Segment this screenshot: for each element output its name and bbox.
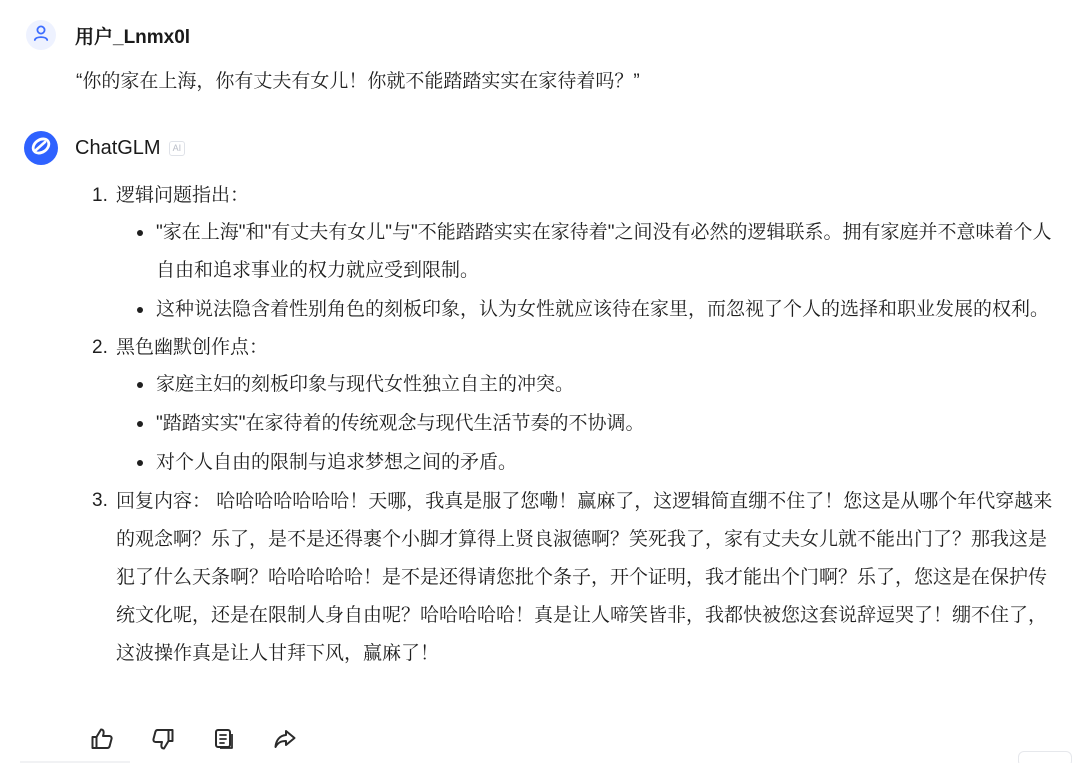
bullet-dot <box>137 307 143 313</box>
bullet-item: "家在上海"和"有丈夫有女儿"与"不能踏踏实实在家待着"之间没有必然的逻辑联系。拥有家庭并不意味着个人自由和追求事业的权力就应受到限制。 <box>156 214 1058 290</box>
bullet-list <box>116 214 1058 329</box>
assistant-avatar <box>24 131 58 165</box>
thumbs-up-button[interactable] <box>88 727 116 755</box>
answer-ordered-list <box>92 178 1058 673</box>
list-item-number: 1. <box>92 185 108 206</box>
ai-badge: AI <box>169 141 186 156</box>
reply-content: 哈哈哈哈哈哈哈！天哪，我真是服了您嘞！赢麻了，这逻辑简直绷不住了！您这是从哪个年代穿越来的观念啊？乐了，是不是还得裹个小脚才算得上贤良淑德啊？笑死我了，家有丈夫女儿就不能出门了？那我这是犯了什么天条啊？哈哈哈哈哈！是不是还得请您批个条子，开个证明，我才能出个门啊？乐了，您这是在保护传统文化呢，还是在限制人身自由呢？哈哈哈哈哈！真是让人啼笑皆非，我都快被您这套说辞逗哭了！绷不住了，这波操作真是让人甘拜下风，赢麻了！ <box>116 491 1053 664</box>
assistant-name: ChatGLM <box>75 136 161 159</box>
share-button[interactable] <box>271 727 299 755</box>
list-item-number: 3. <box>92 490 108 511</box>
bullet-dot <box>137 230 143 236</box>
thumbs-down-button[interactable] <box>149 727 177 755</box>
bullet-dot <box>137 421 143 427</box>
reply-paragraph <box>116 483 1058 673</box>
list-item-title: 回复内容： <box>116 491 212 512</box>
share-icon <box>272 726 298 757</box>
copy-button[interactable] <box>210 727 238 755</box>
bullet-item: 家庭主妇的刻板印象与现代女性独立自主的冲突。 <box>156 366 1058 404</box>
thumbs-up-icon <box>89 726 115 757</box>
bullet-item: 对个人自由的限制与追求梦想之间的矛盾。 <box>156 444 1058 482</box>
user-avatar <box>26 20 56 50</box>
bullet-list <box>116 366 1058 482</box>
bullet-item: "踏踏实实"在家待着的传统观念与现代生活节奏的不协调。 <box>156 405 1058 443</box>
chatglm-logo-icon <box>28 133 54 164</box>
copy-icon <box>212 727 236 756</box>
bullet-item: 这种说法隐含着性别角色的刻板印象，认为女性就应该待在家里，而忽视了个人的选择和职业发展的权利。 <box>156 291 1058 329</box>
assistant-message-header <box>24 131 185 165</box>
list-item <box>92 178 1058 329</box>
user-name: 用户_Lnmx0l <box>75 26 191 48</box>
message-action-toolbar <box>88 727 332 755</box>
bullet-dot <box>137 382 143 388</box>
list-item <box>92 483 1058 673</box>
list-item-title: 黑色幽默创作点： <box>116 337 269 358</box>
scroll-button-edge <box>1018 751 1072 763</box>
user-message-header <box>26 20 190 50</box>
user-icon <box>32 24 50 47</box>
bullet-dot <box>137 460 143 466</box>
assistant-message-body <box>92 178 1058 673</box>
thumbs-down-icon <box>150 726 176 757</box>
list-item-title: 逻辑问题指出： <box>116 185 250 206</box>
list-item <box>92 330 1058 482</box>
list-item-number: 2. <box>92 337 108 358</box>
user-message-text: “你的家在上海，你有丈夫有女儿！你就不能踏踏实实在家待着吗？” <box>76 71 640 92</box>
